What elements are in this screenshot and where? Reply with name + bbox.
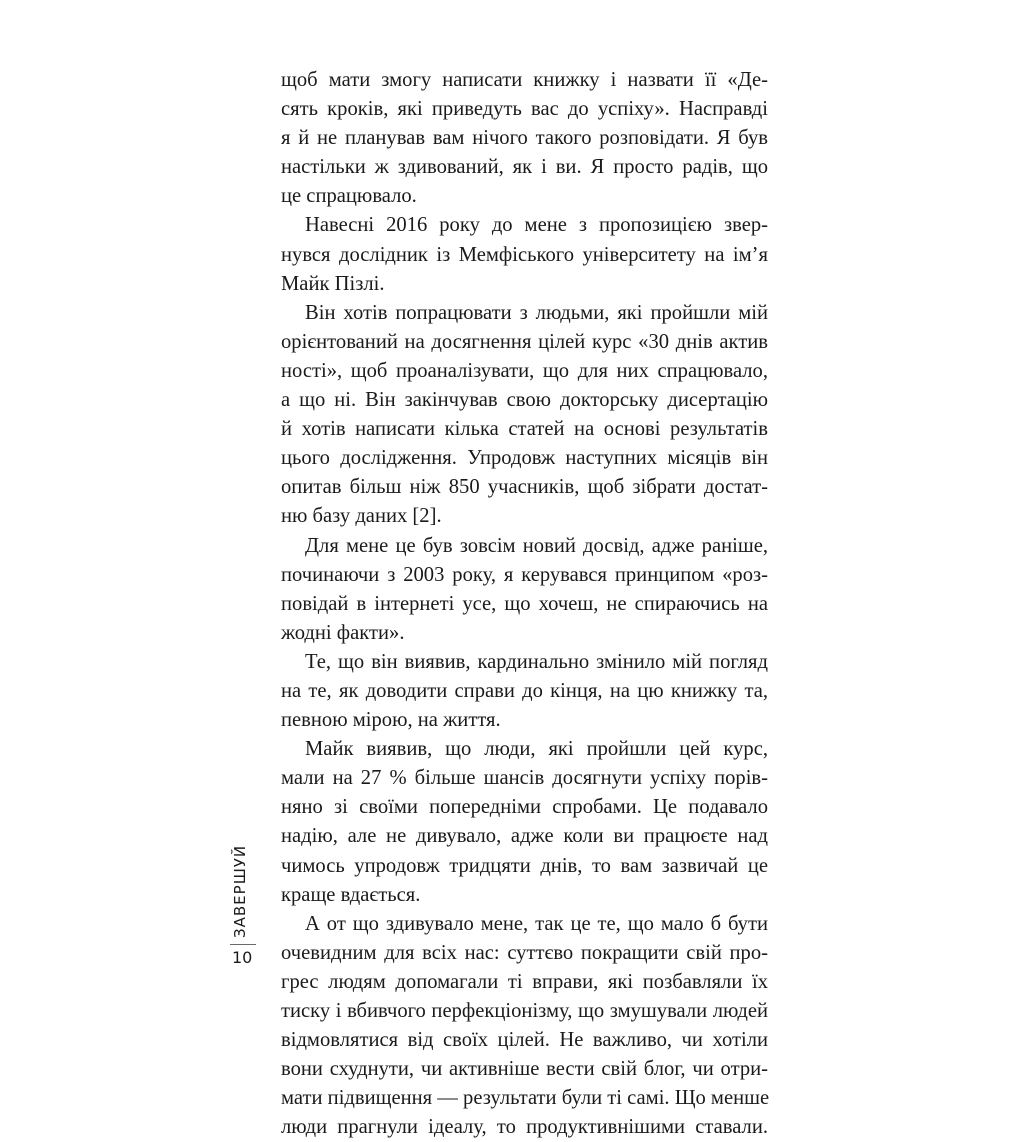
text-line: сять кроків, які приведуть вас до успіху». Насправді	[281, 98, 768, 121]
text-line: Для мене це був зовсім новий досвід, адже раніше,	[305, 534, 768, 557]
text-line: повідай в інтернеті усе, що хочеш, не спираючись на	[281, 592, 768, 615]
header-divider	[230, 944, 256, 945]
text-line: настільки ж здивований, як і ви. Я просто радів, що	[281, 156, 768, 179]
text-line: орієнтований на досягнення цілей курс «30 днів актив	[281, 330, 768, 353]
text-line: вони схуднути, чи активніше вести свій блог, чи отри-	[281, 1058, 768, 1081]
text-line: ню базу даних [2].	[281, 505, 442, 528]
text-line: Майк виявив, що люди, які пройшли цей курс,	[305, 738, 768, 761]
text-line: Навесні 2016 року до мене з пропозицією звер-	[305, 214, 768, 237]
text-line: опитав більш ніж 850 учасників, щоб зібрати достат-	[281, 476, 768, 499]
text-line: мали на 27 % більше шансів досягнути успіху порів-	[281, 767, 768, 790]
text-line: починаючи з 2003 року, я керувався принципом «роз-	[281, 563, 768, 586]
text-line: а що ні. Він закінчував свою докторську дисертацію	[281, 389, 768, 412]
text-line: цього дослідження. Упродовж наступних місяців він	[281, 447, 768, 470]
text-line: мати підвищення — результати були ті самі. Що менше	[281, 1087, 770, 1110]
text-line: тиску і вбивчого перфекціонізму, що змушували людей	[281, 1000, 768, 1022]
running-header: ЗАВЕРШУЙ	[231, 844, 249, 938]
text-line: няно зі своїми попередніми спробами. Це подавало	[281, 796, 768, 819]
text-line: грес людям допомагали ті вправи, які позбавляли їх	[281, 970, 768, 993]
text-line: на те, як доводити справи до кінця, на цю книжку та,	[281, 679, 768, 702]
text-line: нувся дослідник із Мемфіського університету на ім’я	[281, 243, 768, 266]
text-line: очевидним для всіх нас: суттєво покращити свій про-	[281, 941, 768, 964]
text-line: Майк Пізлі.	[281, 272, 385, 295]
page-number: 10	[232, 948, 253, 967]
text-line: відмовлятися від своїх цілей. Не важливо, чи хотіли	[281, 1029, 768, 1052]
text-line: краще вдається.	[281, 883, 421, 906]
text-line: надію, але не дивувало, адже коли ви працюєте над	[281, 825, 768, 848]
text-line: Він хотів попрацювати з людьми, які пройшли мій	[305, 301, 768, 324]
text-line: я й не планував вам нічого такого розповідати. Я був	[281, 127, 768, 150]
text-line: жодні факти».	[281, 621, 405, 644]
body-text	[281, 66, 768, 1142]
text-line: й хотів написати кілька статей на основі результатів	[281, 418, 768, 441]
text-line: А от що здивувало мене, так це те, що мало б бути	[305, 912, 768, 935]
text-line: Те, що він виявив, кардинально змінило мій погляд	[305, 650, 768, 673]
text-line: чимось упродовж тридцяти днів, то вам зазвичай це	[281, 854, 768, 877]
text-line: люди прагнули ідеалу, то продуктивнішими ставали.	[281, 1116, 768, 1139]
page-margin	[218, 820, 262, 970]
text-line: певною мірою, на життя.	[281, 709, 501, 732]
text-line: ності», щоб проаналізувати, що для них спрацювало,	[281, 359, 768, 382]
text-line: щоб мати змогу написати книжку і назвати її «Де-	[281, 69, 768, 91]
text-line: це спрацювало.	[281, 185, 417, 208]
